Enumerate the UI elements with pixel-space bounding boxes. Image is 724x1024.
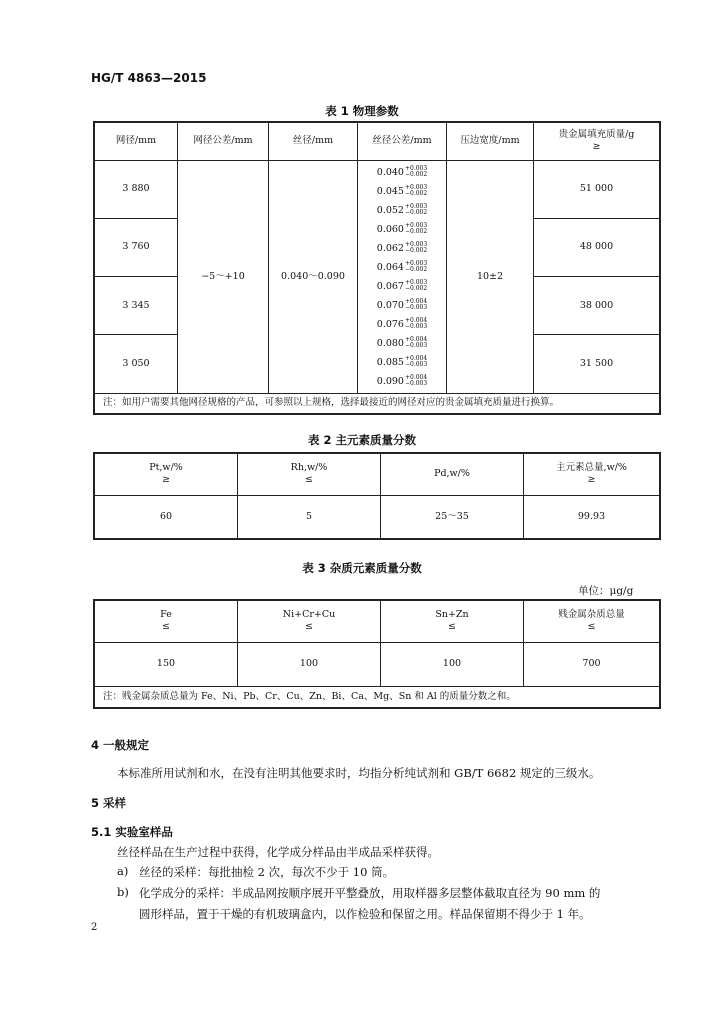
t1-wire-tolerance-list [358,160,447,393]
t3-header-base-metal-total: 贱金属杂质总量 ≤ [524,600,661,642]
t1-wire-tol-6: 0.064 +0.003 −0.002 [376,260,428,273]
table2-caption: 表 2 主元素质量分数 [307,433,416,447]
t1-header-mesh: 网径/mm [94,122,178,160]
t1-fill-mass-2: 48 000 [534,218,661,276]
t1-wire-tol-8: 0.070 +0.004 −0.003 [376,298,428,311]
section51-intro: 丝径样品在生产过程中获得，化学成分样品由半成品采样获得。 [117,845,439,859]
t3-value-fe: 150 [94,642,238,686]
section4-text: 本标准所用试剂和水，在没有注明其他要求时，均指分析纯试剂和 GB/T 6682 规定的三级水。 [117,766,601,780]
item-b-text-line2: 圆形样品，置于干燥的有机玻璃盒内，以作检验和保留之用。样品保留期不得少于 1 年。 [139,907,591,921]
table3-caption: 表 3 杂质元素质量分数 [302,561,422,575]
t1-mesh-4: 3 050 [94,335,178,393]
table1-caption: 表 1 物理参数 [325,104,399,118]
t1-wire-tol-12: 0.090 +0.004 −0.003 [376,374,428,387]
table3-unit: 单位：μg/g [578,585,634,597]
t2-header-pd: Pd,w/% [381,453,524,495]
t1-mesh-2: 3 760 [94,218,178,276]
t1-mesh-tolerance: −5～+10 [178,160,269,393]
t2-header-rh: Rh,w/% ≤ [238,453,381,495]
t1-header-mesh-tolerance: 网径公差/mm [178,122,269,160]
table3-impurity-elements [93,599,661,709]
t1-header-fill-mass-label: 贵金属填充质量/g [558,129,635,141]
t1-wire-tol-1: 0.040 +0.003 −0.002 [376,165,428,178]
t1-wire-tol-4: 0.060 +0.003 −0.002 [376,222,428,235]
section5-title: 5 采样 [91,796,127,810]
item-a-label: a) [117,864,129,878]
t1-note: 注：如用户需要其他网径规格的产品，可参照以上规格，选择最接近的网径对应的贵金属填充质量进行换算。 [94,393,660,414]
t2-header-total: 主元素总量,w/% ≥ [524,453,661,495]
page-number: 2 [91,922,98,933]
t2-header-pt: Pt,w/% ≥ [94,453,238,495]
t2-value-pt: 60 [94,495,238,539]
t3-header-sn-zn: Sn+Zn ≤ [381,600,524,642]
t1-header-fill-mass-ge: ≥ [592,141,601,153]
item-a-text: 丝径的采样：每批抽检 2 次，每次不少于 10 筒。 [139,865,395,879]
t1-wire-tol-10: 0.080 +0.004 −0.003 [376,336,428,349]
item-b-text-line1: 化学成分的采样：半成品网按顺序展开平整叠放，用取样器多层整体截取直径为 90 mm 的 [139,886,601,900]
t2-value-rh: 5 [238,495,381,539]
t1-fill-mass-4: 31 500 [534,335,661,393]
t1-header-wire-tolerance: 丝径公差/mm [358,122,447,160]
t3-value-base-metal-total: 700 [524,642,661,686]
table2-main-elements [93,452,661,540]
t1-edge-width: 10±2 [447,160,534,393]
t1-wire-tol-7: 0.067 +0.003 −0.002 [376,279,428,292]
t1-wire-range: 0.040～0.090 [269,160,358,393]
t3-header-fe: Fe ≤ [94,600,238,642]
t3-note: 注：贱金属杂质总量为 Fe、Ni、Pb、Cr、Cu、Zn、Bi、Ca、Mg、Sn 和 Al 的质量分数之和。 [94,686,660,708]
t1-fill-mass-3: 38 000 [534,277,661,335]
t1-mesh-1: 3 880 [94,160,178,218]
section4-title: 4 一般规定 [91,738,150,752]
t3-value-sn-zn: 100 [381,642,524,686]
t1-wire-tol-2: 0.045 +0.003 −0.002 [376,184,428,197]
item-b-label: b) [117,885,129,899]
t1-wire-tol-5: 0.062 +0.003 −0.002 [376,241,428,254]
t1-header-edge-width: 压边宽度/mm [447,122,534,160]
t3-value-ni-cr-cu: 100 [238,642,381,686]
section51-title: 5.1 实验室样品 [91,825,173,839]
t1-mesh-3: 3 345 [94,277,178,335]
t1-header-wire: 丝径/mm [269,122,358,160]
t2-value-pd: 25～35 [381,495,524,539]
t1-fill-mass-1: 51 000 [534,160,661,218]
standard-code-header: HG/T 4863—2015 [91,71,207,85]
t1-header-fill-mass [534,122,661,160]
table1-physical-parameters [93,121,661,415]
t2-value-total: 99.93 [524,495,661,539]
t3-header-ni-cr-cu: Ni+Cr+Cu ≤ [238,600,381,642]
t1-wire-tol-3: 0.052 +0.003 −0.002 [376,203,428,216]
t1-wire-tol-9: 0.076 +0.004 −0.003 [376,317,428,330]
t1-wire-tol-11: 0.085 +0.004 −0.003 [376,355,428,368]
